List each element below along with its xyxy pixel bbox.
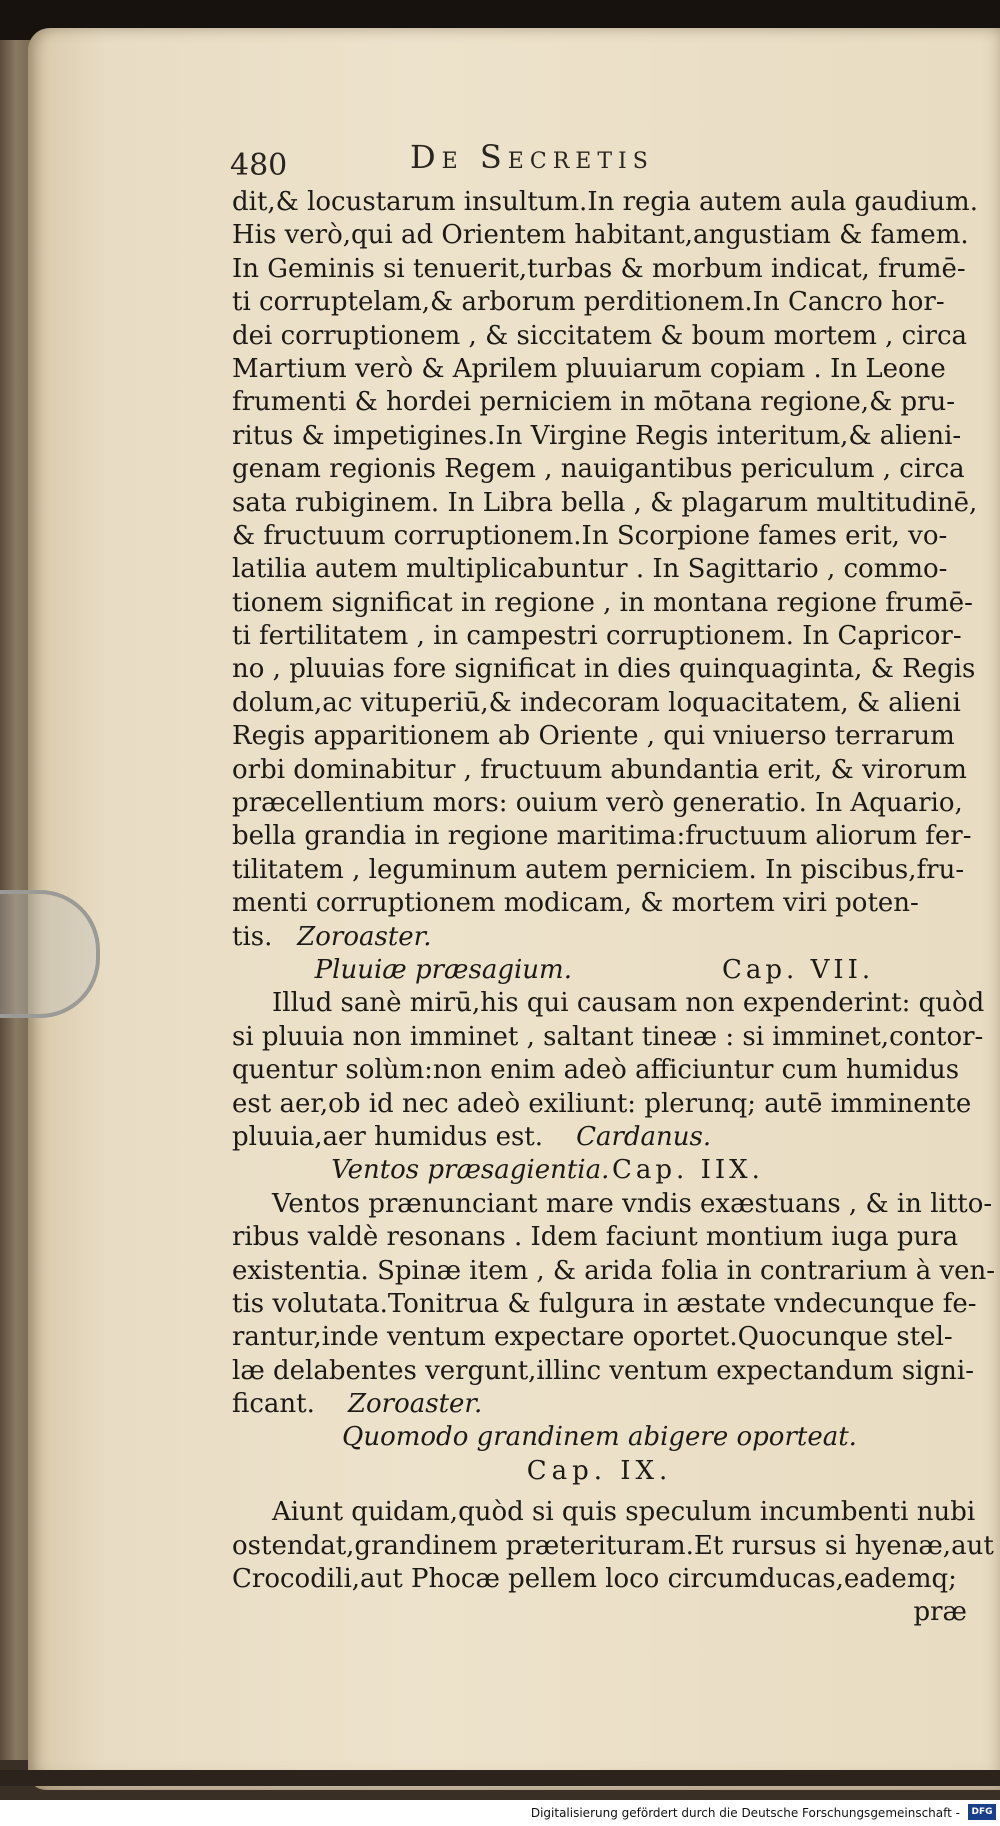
text-line: si pluuia non imminet , saltant tineæ : si imminet,contor- [232,1021,984,1052]
text-line: tionem significat in regione , in montana regione frumē- [232,587,973,618]
source-attribution: Zoroaster. [297,921,432,952]
text-line: no , pluuias fore significat in dies quinquaginta, & Regis [232,654,976,685]
chapter-number: Cap. IIX. [612,1155,764,1186]
dfg-logo: DFG [968,1804,996,1820]
text-line: & fructuum corruptionem.In Scorpione fames erit, vo- [232,520,948,551]
text-line: læ delabentes vergunt,illinc ventum expectandum signi- [232,1355,974,1386]
page-number: 480 [230,148,288,183]
text-line: tilitatem , leguminum autem perniciem. In piscibus,fru- [232,854,965,885]
text-line: In Geminis si tenuerit,turbas & morbum indicat, frumē- [232,253,966,284]
book-bottom-edge [0,1770,1000,1786]
text-line: genam regionis Regem , nauigantibus periculum , circa [232,454,965,485]
text-line: præcellentium mors: ouium verò generatio. In Aquario, [232,788,963,819]
text-line-last [232,921,967,954]
text-line: frumenti & hordei perniciem in mōtana regione,& pru- [232,387,956,418]
text-line: bella grandia in regione maritima:fructuum aliorum fer- [232,821,972,852]
chapter-number-9: Cap. IX. [526,1455,673,1486]
line-end-text: ficant. [232,1389,315,1420]
text-line: sata rubiginem. In Libra bella , & plagarum multitudinē, [232,487,978,518]
text-line: orbi dominabitur , fructuum abundantia erit, & virorum [232,754,967,785]
text-line: ritus & impetigines.In Virgine Regis interitum,& alieni- [232,420,962,451]
text-line: Illud sanè mirū,his qui causam non expenderint: quòd [272,988,985,1019]
text-line: ti fertilitatem , in campestri corruptionem. In Capricor- [232,621,962,652]
digitization-credit: Digitalisierung gefördert durch die Deutsche Forschungsgemeinschaft - [530,1806,960,1820]
text-line: Martium verò & Aprilem pluuiarum copiam . In Leone [232,353,946,384]
text-line: dolum,ac vituperiū,& indecoram loquacitatem, & alieni [232,687,961,718]
line-end-text: tis. [232,921,273,952]
text-line: menti corruptionem modicam, & mortem viri poten- [232,888,919,919]
text-line: ti corruptelam,& arborum perditionem.In Cancro hor- [232,287,945,318]
text-line: est aer,ob id nec adeò exiliunt: plerunq; autē imminente [232,1088,972,1119]
text-line: dei corruptionem , & siccitatem & boum mortem , circa [232,320,968,351]
chapter-heading-8 [232,1154,967,1187]
text-line: ribus valdè resonans . Idem faciunt montium iuga pura [232,1222,959,1253]
text-line: tis volutata.Tonitrua & fulgura in æstate vndecunque fe- [232,1288,977,1319]
text-line-last [232,1121,967,1154]
chapter-title: Ventos præsagientia. [331,1155,610,1186]
line-end-text: pluuia,aer humidus est. [232,1121,544,1152]
text-line-last [232,1388,967,1421]
source-attribution: Zoroaster. [347,1389,483,1420]
text-line: rantur,inde ventum expectare oportet.Quocunque stel- [232,1322,953,1353]
chapter-heading-7 [232,954,967,987]
running-head: De Secretis [410,138,654,176]
text-line: dit,& locustarum insultum.In regia autem aula gaudium. [232,187,978,217]
text-line: Aiunt quidam,quòd si quis speculum incumbenti nubi [272,1497,976,1528]
text-line: His verò,qui ad Orientem habitant,angustiam & famem. [232,220,969,251]
chapter-title: Pluuiæ præsagium. [314,954,572,985]
text-line: Crocodili,aut Phocæ pellem loco circumducas,eademq; [232,1564,957,1595]
text-line: Ventos prænunciant mare vndis exæstuans , & in litto- [272,1188,993,1219]
text-line: latilia autem multiplicabuntur . In Sagittario , commo- [232,554,948,585]
text-line: ostendat,grandinem præterituram.Et rursus si hyenæ,aut [232,1530,994,1561]
chapter-number: Cap. VII. [722,954,875,985]
text-line: Regis apparitionem ab Oriente , qui vniuerso terrarum [232,721,955,752]
catchword: præ [913,1597,967,1628]
text-line: existentia. Spinæ item , & arida folia in contrarium à ven- [232,1255,996,1286]
chapter-title-9: Quomodo grandinem abigere oporteat. [342,1422,857,1453]
body-text [232,186,996,1630]
text-line: quentur solùm:non enim adeò afficiuntur cum humidus [232,1055,960,1086]
source-attribution: Cardanus. [576,1121,712,1152]
